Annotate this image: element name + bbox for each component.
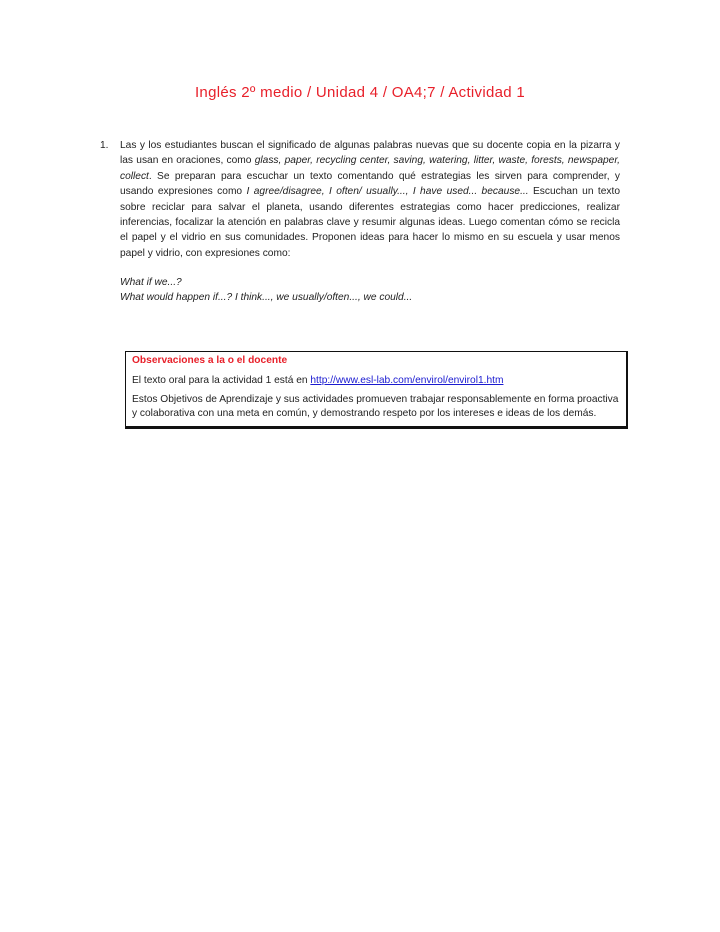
expressions-list: I agree/disagree, I often/ usually..., I have used... because... — [246, 186, 529, 198]
observations-title: Observaciones a la o el docente — [132, 355, 288, 366]
activity-number: 1. — [100, 140, 109, 151]
example-line: What would happen if...? I think..., we usually/often..., we could... — [120, 292, 413, 304]
observations-audio-source — [132, 374, 620, 388]
audio-text-link[interactable]: http://www.esl-lab.com/envirol/envirol1.htm — [310, 374, 504, 386]
page-title: Inglés 2º medio / Unidad 4 / OA4;7 / Actividad 1 — [194, 84, 526, 101]
observations-audio-text: El texto oral para la actividad 1 está en — [132, 374, 311, 386]
example-expressions — [120, 275, 620, 305]
teacher-observations-box — [125, 351, 628, 429]
activity-text-listen: Escuchan un texto sobre reciclar para salvar el planeta, usando diferentes estrategias como hacer predicciones, realizar inferencias, focalizar la atención en palabras clave y resumir algunas ideas. Luego comentan cómo se recicla el papel y el vidrio en sus comunidades. Proponen ideas para hacer lo mismo en su escuela y usar menos papel y vidrio, con expresiones como: — [120, 186, 620, 259]
activity-text-intro: Las y los estudiantes buscan el significado de algunas palabras nuevas que su docente copia en la pizarra y las usan en oraciones, como — [120, 140, 620, 167]
example-line: What if we...? — [120, 277, 182, 289]
activity-description — [120, 138, 620, 261]
activity-text-prep: . Se preparan para escuchar un texto comentando qué estrategias les sirven para comprender, y usando expresiones como — [120, 170, 620, 198]
observations-objectives: Estos Objetivos de Aprendizaje y sus actividades promueven trabajar responsablemente en forma proactiva y colaborativa con una meta en común, y demostrando respeto por los intereses e ideas de los demás. — [132, 394, 619, 419]
activity-item — [100, 138, 620, 305]
vocabulary-list: glass, paper, recycling center, saving, watering, litter, waste, forests, newspaper, collect — [120, 155, 620, 182]
